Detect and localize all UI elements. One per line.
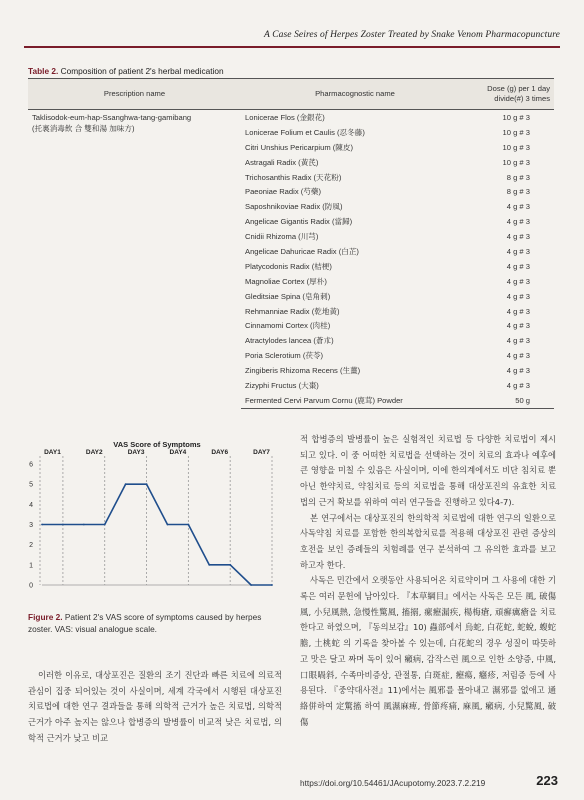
figure-caption — [28, 612, 278, 635]
herbal-medication-table — [28, 78, 554, 409]
y-tick-label: 6 — [29, 461, 33, 469]
herb-dose-cell: 4 g # 3 — [506, 321, 530, 331]
vas-data-point — [250, 584, 252, 586]
herb-name-cell: Magnoliae Cortex (厚朴) — [245, 276, 327, 286]
herb-name-cell: Lonicerae Folium et Caulis (忍冬藤) — [245, 127, 365, 137]
day-label: DAY4 — [169, 449, 187, 456]
herb-name-cell: Gleditsiae Spina (皂角刺) — [245, 291, 331, 301]
herb-dose-cell: 4 g # 3 — [506, 336, 530, 346]
right-paragraph-2: 본 연구에서는 대상포진의 한의학적 치료법에 대한 연구의 일환으로 사독약침 치료를 포함한 한의복합치료를 적용해 대상포진 관련 증상의 호전을 보인 증례들의 치험례를 연구 분석하여 그 유의한 효과를 보고하고자 한다. — [300, 512, 556, 570]
herb-dose-cell: 4 g # 3 — [506, 232, 530, 242]
prescription-cell — [28, 110, 241, 409]
herb-name-cell: Cinnamomi Cortex (肉桂) — [245, 321, 331, 331]
day-label: DAY6 — [211, 449, 229, 456]
herb-name-cell: Lonicerae Flos (金銀花) — [245, 112, 325, 122]
herb-name-cell: Zizyphi Fructus (大棗) — [245, 380, 319, 390]
herb-dose-cell: 4 g # 3 — [506, 202, 530, 212]
vas-data-point — [167, 524, 169, 526]
figure-caption-text: Patient 2's VAS score of symptoms caused by herpes zoster. VAS: visual analogue scale. — [28, 612, 262, 634]
vas-data-point — [271, 584, 273, 586]
herb-dose-cell: 4 g # 3 — [506, 276, 530, 286]
vas-data-point — [41, 524, 43, 526]
herb-dose-cell: 4 g # 3 — [506, 246, 530, 256]
herb-name-cell: Poria Sclerotium (茯苓) — [245, 351, 324, 361]
herb-dose-cell: 50 g — [469, 393, 554, 408]
herb-name-cell: Platycodonis Radix (桔梗) — [245, 261, 332, 271]
herb-name-cell: Paeoniae Radix (芍藥) — [245, 187, 321, 197]
herb-dose-cell: 10 g # 3 — [502, 142, 530, 152]
herb-name-cell: Rehmanniae Radix (乾地黃) — [245, 306, 340, 316]
day-label: DAY3 — [127, 449, 145, 456]
header-prescription-name: Prescription name — [28, 79, 241, 110]
y-tick-label: 2 — [29, 542, 33, 550]
figure-caption-label: Figure 2. — [28, 612, 63, 622]
herb-dose-cell: 8 g # 3 — [506, 172, 530, 182]
vas-data-point — [229, 564, 231, 566]
table-header-row — [28, 79, 554, 110]
table-row — [28, 110, 554, 125]
vas-score-chart — [24, 436, 282, 604]
y-tick-label: 5 — [29, 481, 33, 489]
header-pharmacognostic-name: Pharmacognostic name — [241, 79, 469, 110]
y-tick-label: 1 — [29, 562, 33, 570]
vas-data-point — [104, 524, 106, 526]
herb-dose-cell: 4 g # 3 — [506, 380, 530, 390]
herb-dose-cell: 4 g # 3 — [506, 366, 530, 376]
footer-doi: https://doi.org/10.54461/JAcupotomy.2023.7.2.219 — [300, 778, 486, 788]
herb-name-cell: Fermented Cervi Parvum Cornu (鹿茸) Powder — [241, 393, 469, 408]
herb-dose-cell: 8 g # 3 — [506, 187, 530, 197]
vas-data-point — [62, 524, 64, 526]
herb-name-cell: Atractylodes lancea (蒼朮) — [245, 336, 334, 346]
herb-name-cell: Angelicae Gigantis Radix (當歸) — [245, 217, 353, 227]
vas-series-line — [42, 484, 272, 585]
herb-name-cell: Zingiberis Rhizoma Recens (生薑) — [245, 366, 361, 376]
y-tick-label: 4 — [29, 501, 33, 509]
herb-dose-cell: 4 g # 3 — [506, 291, 530, 301]
chart-title: VAS Score of Symptoms — [113, 440, 201, 449]
left-column-text — [28, 668, 282, 747]
right-paragraph-1: 적 합병증의 발병률이 높은 실험적인 치료법 등 다양한 치료법이 제시되고 있다. 이 중 어떠한 치료법을 선택하는 것이 치료의 효과나 예후에 큰 영향을 미칠 수 있음은 사실이며, 이에 한의계에서도 비단 침치료 뿐 아닌 한약치료, 약침치료 등의 치료법을 통해 대상포진의 유효한 치료법의 근거 확보를 위하여 여러 연구들을 진행하고 있다4-7). — [300, 434, 556, 507]
page-number: 223 — [536, 773, 558, 788]
herb-name-cell: Saposhnikoviae Radix (防風) — [245, 202, 343, 212]
herb-dose-cell: 10 g # 3 — [502, 127, 530, 137]
vas-data-point — [146, 483, 148, 485]
vas-data-point — [83, 524, 85, 526]
herb-name-cell: Angelicae Dahuricae Radix (白芷) — [245, 246, 359, 256]
herb-name-cell: Citri Unshius Pericarpium (陳皮) — [245, 142, 354, 152]
herb-dose-cell: 4 g # 3 — [506, 351, 530, 361]
header-rule — [24, 46, 560, 48]
vas-data-point — [187, 524, 189, 526]
herb-dose-cell: 4 g # 3 — [506, 306, 530, 316]
y-tick-label: 0 — [29, 582, 33, 590]
table-caption — [28, 66, 224, 76]
herb-dose-cell: 4 g # 3 — [506, 217, 530, 227]
vas-data-point — [208, 564, 210, 566]
left-paragraph-1: 이러한 이유로, 대상포진은 질환의 조기 진단과 빠른 치료에 의료적 관심이 집중 되어있는 것이 사실이며, 세계 각국에서 시행된 대상포진 치료법에 대한 연구 결과들을 통해 의학적 근거가 높은 치료법, 의학적 근거가 아주 높지는 않으나 합병증의 발병률이 비교적 낮은 치료법, 의학적 근거가 낮고 비교 — [28, 670, 282, 743]
herb-dose-cell: 10 g # 3 — [502, 112, 530, 122]
day-label: DAY2 — [85, 449, 103, 456]
prescription-name: Taklisodok-eum-hap-Ssanghwa-tang-gamibang — [32, 113, 192, 122]
running-head: A Case Seires of Herpes Zoster Treated by Snake Venom Pharmacopuncture — [263, 30, 560, 40]
right-paragraph-3: 사독은 민간에서 오랫동안 사용되어온 치료약이며 그 사용에 대한 기록은 여러 문헌에 남아있다. 『本草綱目』에서는 사독은 모든 風, 破傷風, 小兒風熱, 急慢性驚風, 搐搦, 瘰癧漏疾, 楊梅瘡, 頑癬癘瘡을 치료한다고 하였으며, 『동의보감』10) 蟲部에서 烏蛇, 白花蛇, 蛇蛻, 蝮蛇膽, 土桃蛇 의 기록을 찾아볼 수 있는데, 白花蛇의 경우 성질이 따뜻하고 맛은 달고 짜며 독이 있어 癩病, 감작스런 風으로 인한 소양증, 中風, 口眼喎斜, 수족마비증상, 관절통, 白斑症, 癧瘍, 癮疹, 저림증 등에 사용된다. 『중약대사전』11)에서는 風邪를 몰아내고 濕邪를 없애고 通絡併하여 定驚搐 하여 風濕麻痺, 骨節疼痛, 麻風, 癩病, 小兒驚風, 破傷 — [300, 575, 556, 727]
header-dose: Dose (g) per 1 day divide(#) 3 times — [469, 79, 554, 110]
table-caption-text: Composition of patient 2's herbal medication — [58, 66, 224, 76]
day-label: DAY1 — [44, 449, 61, 456]
vas-data-point — [125, 483, 127, 485]
prescription-hanja: (托裏消毒飲 合 雙和湯 加味方) — [32, 124, 135, 133]
right-column-text — [300, 432, 556, 730]
herb-dose-cell: 10 g # 3 — [502, 157, 530, 167]
herb-name-cell: Cnidii Rhizoma (川芎) — [245, 232, 319, 242]
day-label: DAY7 — [253, 449, 270, 456]
table-caption-label: Table 2. — [28, 66, 59, 76]
herb-name-cell: Trichosanthis Radix (天花粉) — [245, 172, 342, 182]
herb-dose-cell: 4 g # 3 — [506, 261, 530, 271]
herb-name-cell: Astragali Radix (黃芪) — [245, 157, 319, 167]
y-tick-label: 3 — [29, 522, 33, 529]
